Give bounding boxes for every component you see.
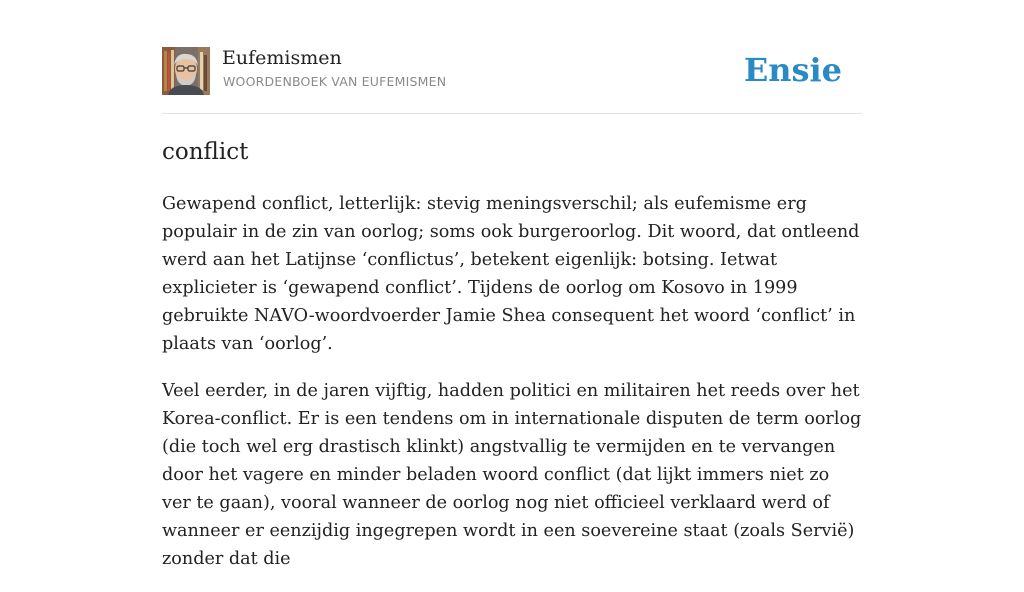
ensie-logo-link[interactable]: Ensie (743, 51, 842, 89)
source-subtitle: WOORDENBOEK VAN EUFEMISMEN (223, 74, 447, 89)
term-title: conflict (162, 139, 249, 165)
author-portrait-icon (162, 47, 210, 95)
definition-paragraph: Veel eerder, in de jaren vijftig, hadden politici en militairen het reeds over het Korea-conflict. Er is een tendens om in internationale disputen de term oorlog (die toch wel erg drastisch klinkt) angstvallig te vermijden en te vervangen door het vagere en minder beladen woord conflict (dat lijkt immers niet zo ver te gaan), vooral wanneer de oorlog nog niet officieel verklaard werd of wanneer er eenzijdig ingegrepen wordt in een soevereine staat (zoals Servië) zonder dat die (162, 381, 862, 569)
header-divider (162, 113, 862, 114)
source-name[interactable]: Eufemismen (222, 47, 342, 69)
source-header (162, 46, 862, 96)
avatar[interactable] (162, 47, 210, 95)
definition-text (162, 190, 862, 592)
definition-paragraph: Gewapend conflict, letterlijk: stevig meningsverschil; als eufemisme erg populair in de zin van oorlog; soms ook burgeroorlog. Dit woord, dat ontleend werd aan het Latijnse ‘conflictus’, betekent eigenlijk: botsing. Ietwat explicieter is ‘gewapend conflict’. Tijdens de oorlog om Kosovo in 1999 gebruikte NAVO-woordvoerder Jamie Shea consequent het woord ‘conflict’ in plaats van ‘oorlog’. (162, 194, 860, 354)
